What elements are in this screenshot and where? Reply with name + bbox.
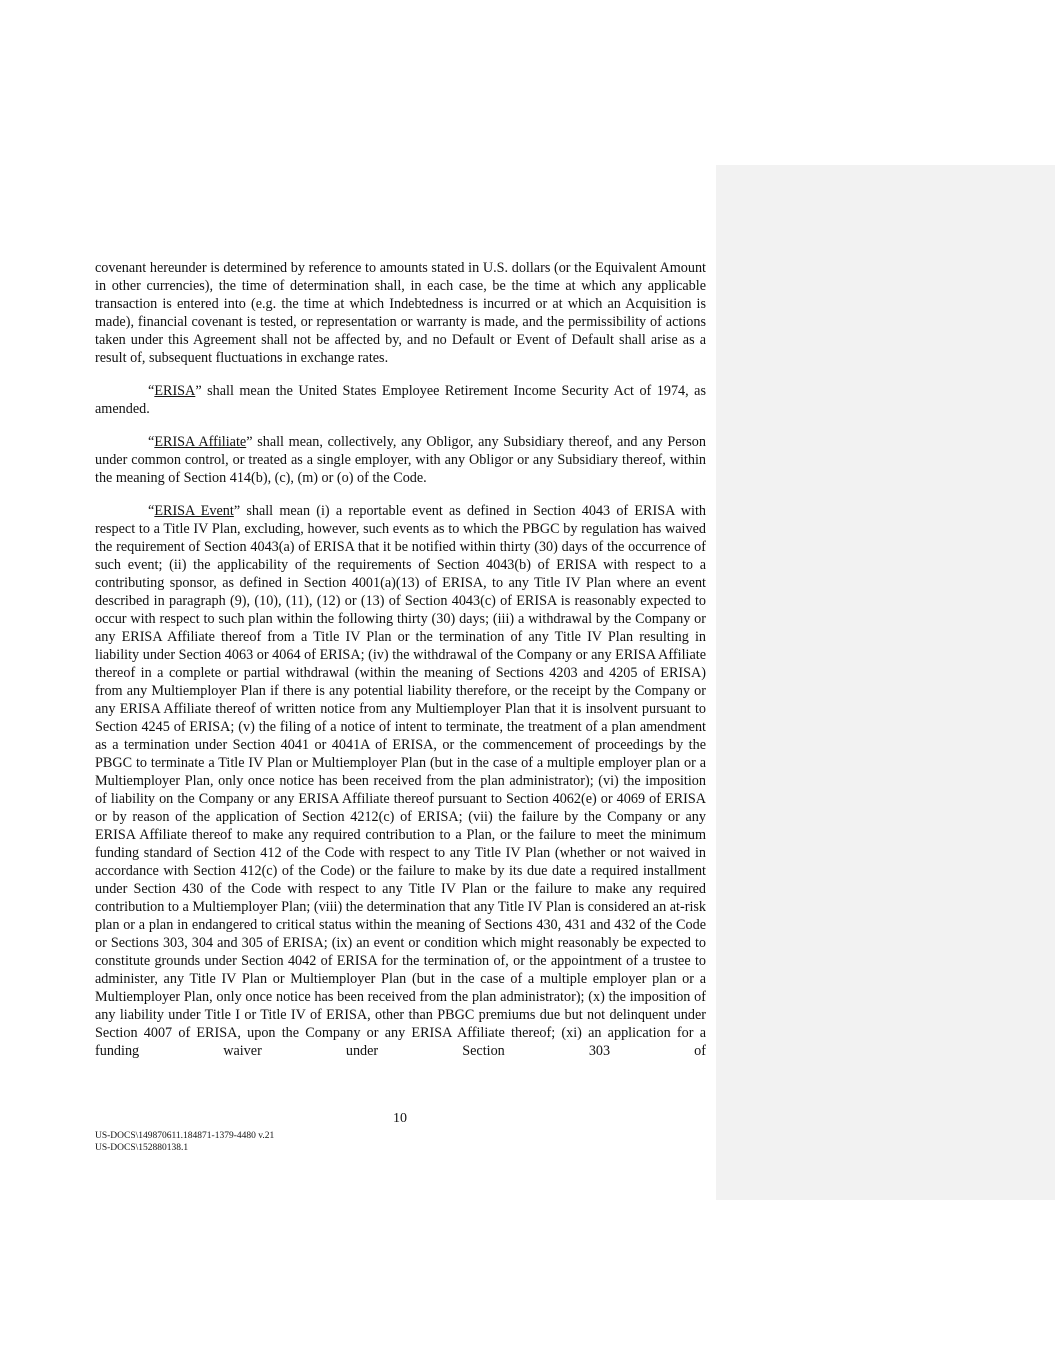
definition-text: ” shall mean the United States Employee Retirement Income Security Act of 1974, as amended. (95, 383, 706, 417)
definition-erisa (95, 382, 706, 418)
definition-text: ” shall mean, collectively, any Obligor, any Subsidiary thereof, and any Person under common control, or treated as a single employer, with any Obligor or any Subsidiary thereof, within the meaning of Section 414(b), (c), (m) or (o) of the Code. (95, 434, 706, 486)
open-quote: “ (148, 503, 155, 519)
defined-term-erisa-event: ERISA Event (154, 503, 234, 519)
document-footer (95, 1130, 274, 1154)
definition-text: ” shall mean (i) a reportable event as defined in Section 4043 of ERISA with respect to a Title IV Plan, excluding, however, such events as to which the PBGC by regulation has waived the requirement of Section 4043(a) of ERISA that it be notified within thirty (30) days of the occurrence of such event; (ii) the applicability of the requirements of Section 4043(b) of ERISA with respect to a contributing sponsor, as defined in Section 4001(a)(13) of ERISA, to any Title IV Plan where an event described in paragraph (9), (10), (11), (12) or (13) of Section 4043(c) of ERISA is reasonably expected to occur with respect to such plan within the following thirty (30) days; (iii) a withdrawal by the Company or any ERISA Affiliate thereof from a Title IV Plan or the termination of any Title IV Plan resulting in liability under Section 4063 or 4064 of ERISA; (iv) the withdrawal of the Company or any ERISA Affiliate thereof in a complete or partial withdrawal (within the meaning of Sections 4203 and 4205 of ERISA) from any Multiemployer Plan if there is any potential liability therefore, or the receipt by the Company or any ERISA Affiliate thereof of written notice from any Multiemployer Plan that it is insolvent pursuant to Section 4245 of ERISA; (v) the filing of a notice of intent to terminate, the treatment of a plan amendment as a termination under Section 4041 or 4041A of ERISA, or the commencement of proceedings by the PBGC to terminate a Title IV Plan or Multiemployer Plan (but in the case of a multiple employer plan or a Multiemployer Plan, only once notice has been received from the plan administrator); (vi) the imposition of liability on the Company or any ERISA Affiliate thereof pursuant to Section 4062(e) or 4069 of ERISA or by reason of the application of Section 4212(c) of ERISA; (vii) the failure by the Company or any ERISA Affiliate thereof to make any required contribution to a Plan, or the failure to meet the minimum funding standard of Section 412 of the Code with respect to any Title IV Plan (whether or not waived in accordance with Section 412(c) of the Code) or the failure to make by its due date a required installment under Section 430 of the Code with respect to any Title IV Plan or the failure to make any required contribution to a Multiemployer Plan; (viii) the determination that any Title IV Plan is considered an at-risk plan or a plan in endangered to critical status within the meaning of Sections 430, 431 and 432 of the Code or Sections 303, 304 and 305 of ERISA; (ix) an event or condition which might reasonably be expected to constitute grounds under Section 4042 of ERISA for the termination of, or the appointment of a trustee to administer, any Title IV Plan or Multiemployer Plan (but in the case of a multiple employer plan or a Multiemployer Plan, only once notice has been received from the plan administrator); (x) the imposition of any liability under Title I or Title IV of ERISA, other than PBGC premiums due but not delinquent under Section 4007 of ERISA, upon the Company or any ERISA Affiliate thereof; (xi) an application for a funding waiver under Section 303 of (95, 503, 706, 1059)
document-body (95, 259, 706, 1060)
defined-term-erisa: ERISA (154, 383, 196, 399)
page-number: 10 (393, 1111, 407, 1126)
footer-doc-id-2: US-DOCS\152880138.1 (95, 1143, 189, 1153)
definition-erisa-event (95, 502, 706, 1060)
open-quote: “ (148, 434, 155, 450)
comments-margin-pane (716, 165, 1055, 1200)
paragraph-continuation: covenant hereunder is determined by reference to amounts stated in U.S. dollars (or the Equivalent Amount in other currencies), the time of determination shall, in each case, be the time at which any applicable transaction is entered into (e.g. the time at which Indebtedness is incurred or at which an Acquisition is made), financial covenant is tested, or representation or warranty is made, and the permissibility of actions taken under this Agreement shall not be affected by, and no Default or Event of Default shall arise as a result of, subsequent fluctuations in exchange rates. (95, 260, 706, 366)
open-quote: “ (148, 383, 155, 399)
definition-erisa-affiliate (95, 433, 706, 487)
defined-term-erisa-affiliate: ERISA Affiliate (154, 434, 247, 450)
footer-doc-id-1: US-DOCS\149870611.184871-1379-4480 v.21 (95, 1131, 275, 1141)
